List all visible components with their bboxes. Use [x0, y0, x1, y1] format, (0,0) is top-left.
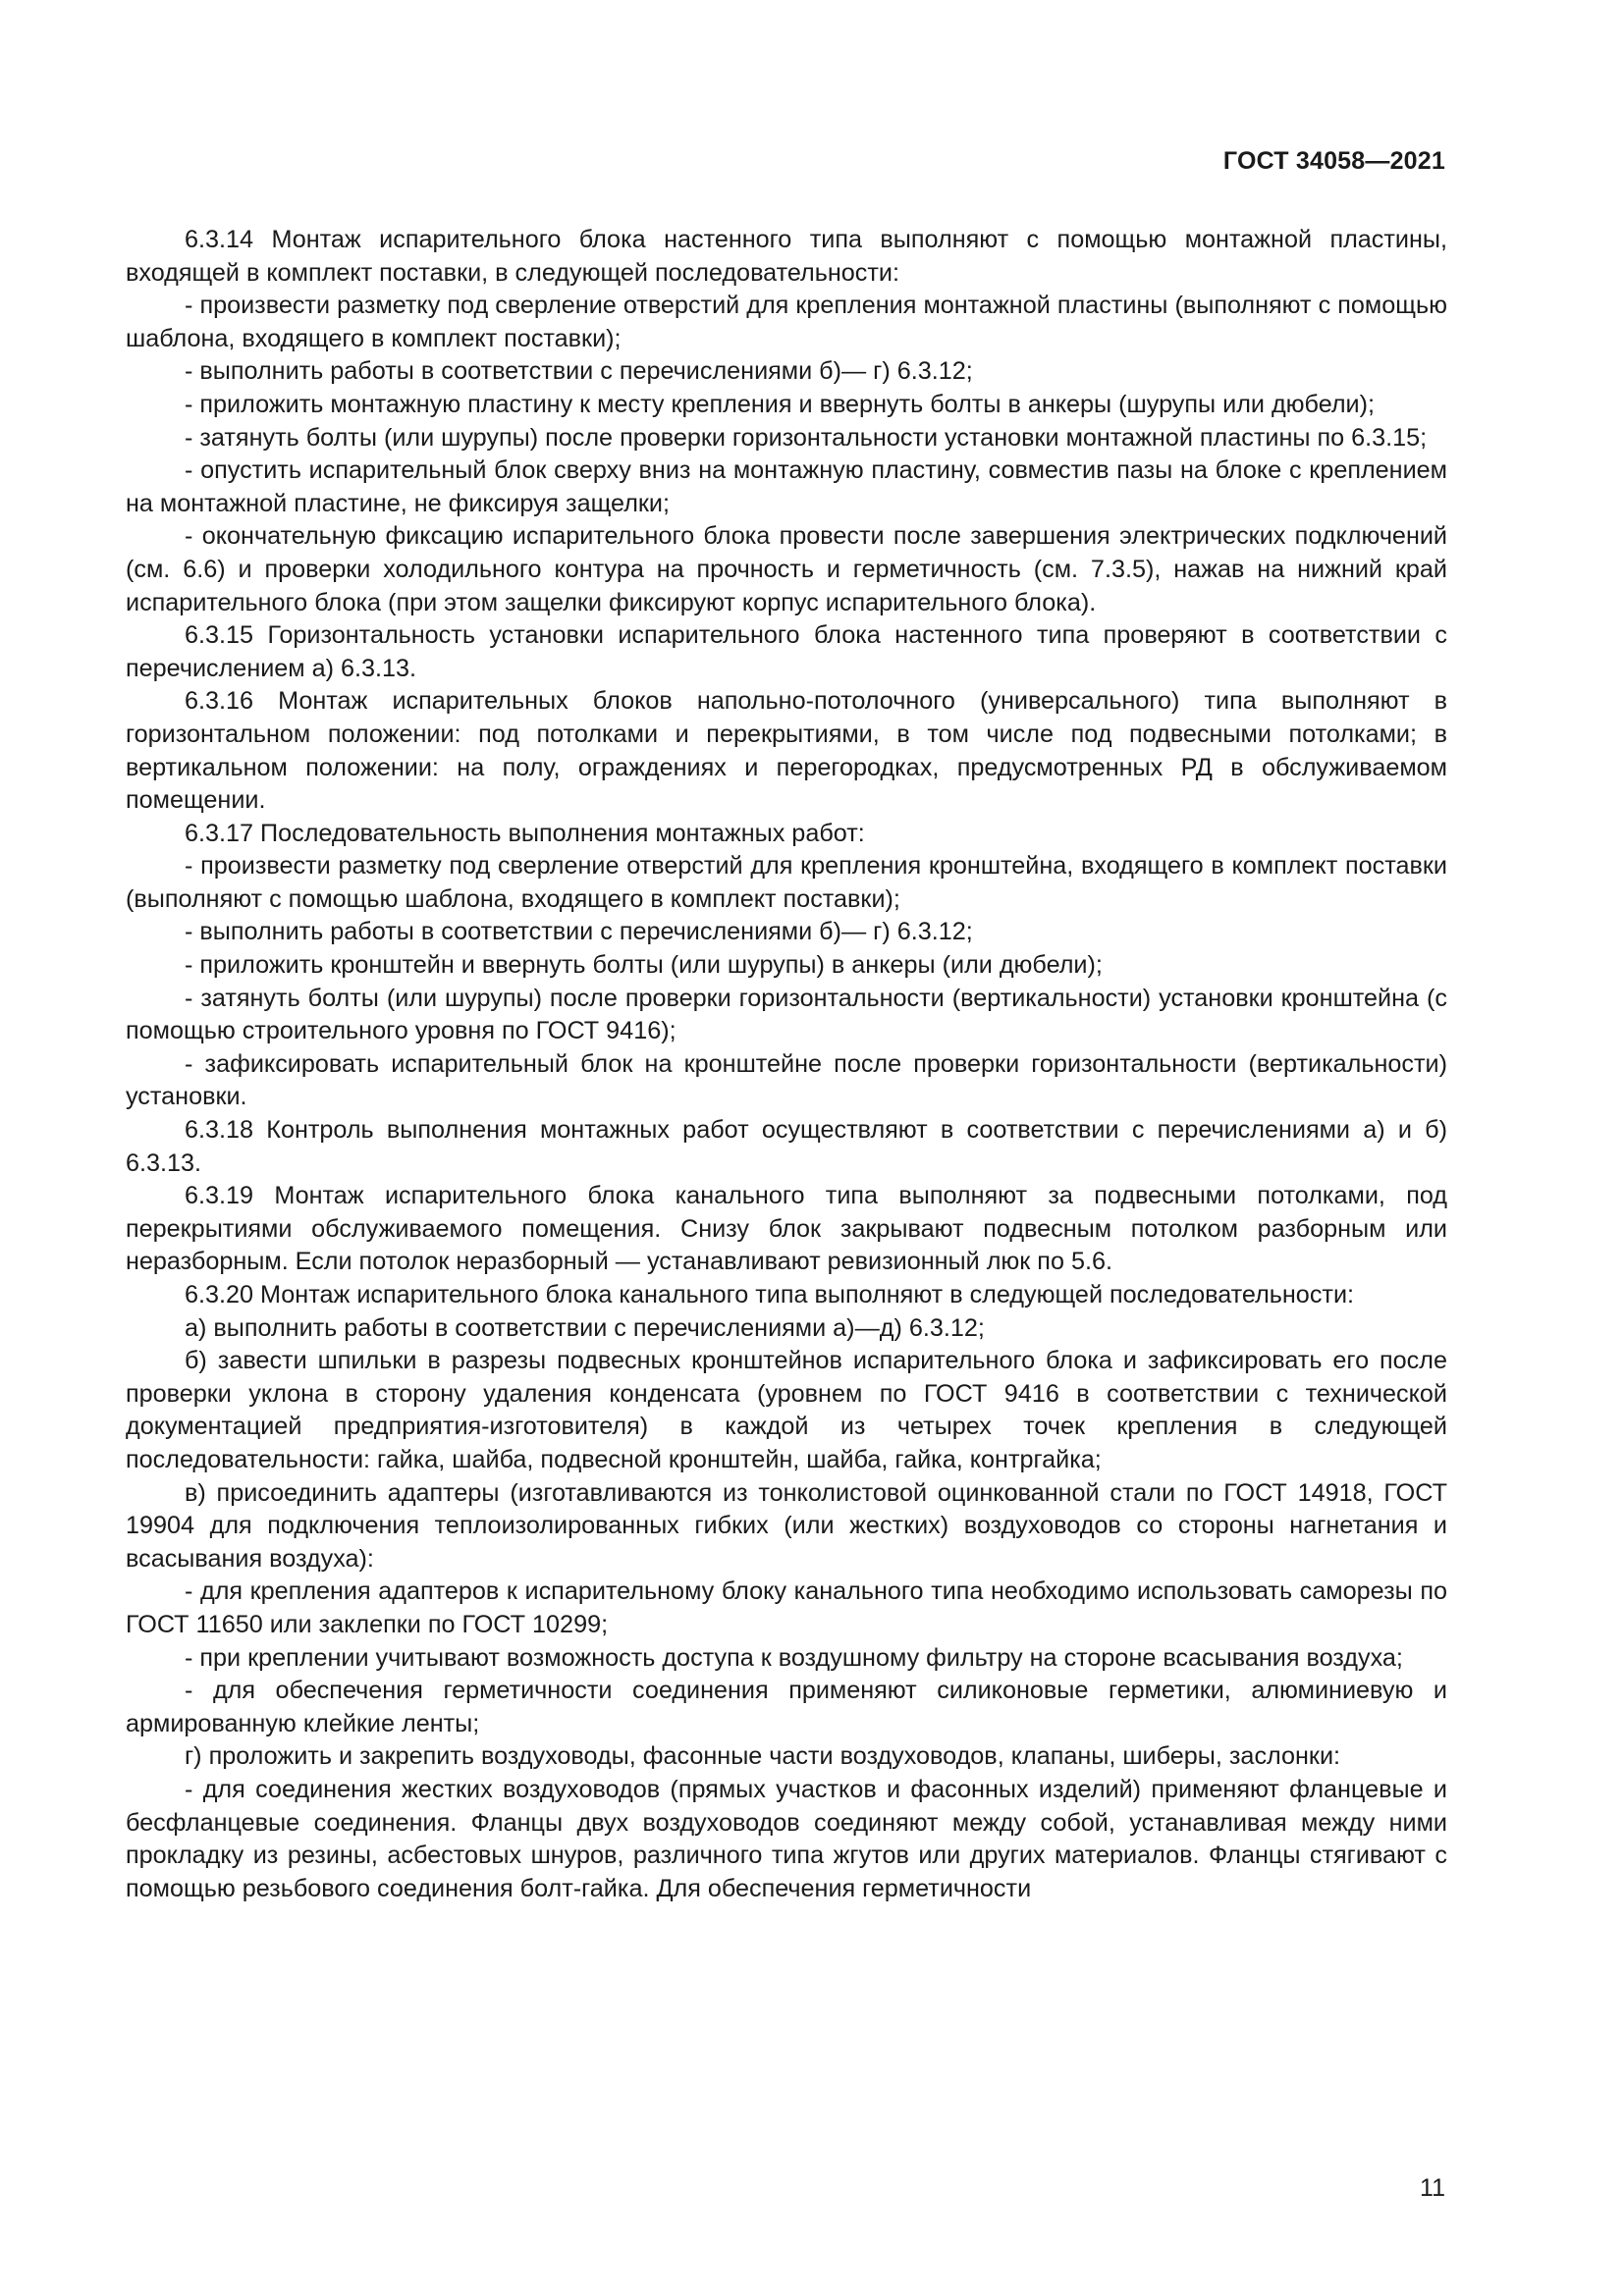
paragraph: - опустить испарительный блок сверху вниз на монтажную пластину, совместив пазы на блоке с креплением на монтажной пластине, не фиксируя защелки;: [126, 456, 1447, 517]
paragraph: а) выполнить работы в соответствии с перечислениями а)—д) 6.3.12;: [185, 1313, 985, 1342]
document-body: [126, 224, 1447, 1905]
paragraph: 6.3.20 Монтаж испарительного блока канального типа выполняют в следующей последовательности:: [185, 1281, 1355, 1308]
paragraph: г) проложить и закрепить воздуховоды, фасонные части воздуховодов, клапаны, шиберы, заслонки:: [185, 1742, 1341, 1771]
page-number: 11: [1420, 2174, 1445, 2202]
paragraph: в) присоединить адаптеры (изготавливаются из тонколистовой оцинкованной стали по ГОСТ 14918, ГОСТ 19904 для подключения теплоизолированных гибких (или жестких) воздуховодов со стороны нагнетания и всасывания воздуха):: [126, 1478, 1447, 1573]
paragraph: - для крепления адаптеров к испарительному блоку канального типа необходимо использовать саморезы по ГОСТ 11650 или заклепки по ГОСТ 10299;: [126, 1577, 1447, 1638]
document-header: ГОСТ 34058—2021: [1222, 147, 1445, 175]
paragraph: - произвести разметку под сверление отверстий для крепления кронштейна, входящего в комплект поставки (выполняют с помощью шаблона, входящего в комплект поставки);: [126, 852, 1447, 913]
paragraph: - зафиксировать испарительный блок на кронштейне после проверки горизонтальности (вертикальности) установки.: [126, 1049, 1447, 1111]
paragraph: - приложить монтажную пластину к месту крепления и ввернуть болты в анкеры (шурупы или дюбели);: [185, 390, 1376, 418]
paragraph: 6.3.14 Монтаж испарительного блока настенного типа выполняют с помощью монтажной пластины, входящей в комплект поставки, в следующей последовательности:: [126, 226, 1447, 287]
paragraph: б) завести шпильки в разрезы подвесных кронштейнов испарительного блока и зафиксировать его после проверки уклона в сторону удаления конденсата (уровнем по ГОСТ 9416 в соответствии с технической документацией предприятия-изготовителя) в каждой из четырех точек крепления в следующей последовательности: гайка, шайба, подвесной кронштейн, шайба, гайка, контргайка;: [126, 1347, 1447, 1473]
paragraph: 6.3.18 Контроль выполнения монтажных работ осуществляют в соответствии с перечислениями а) и б) 6.3.13.: [126, 1116, 1447, 1177]
paragraph: - при креплении учитывают возможность доступа к воздушному фильтру на стороне всасывания воздуха;: [185, 1643, 1403, 1672]
paragraph: - выполнить работы в соответствии с перечислениями б)— г) 6.3.12;: [185, 918, 973, 946]
paragraph: - произвести разметку под сверление отверстий для крепления монтажной пластины (выполняют с помощью шаблона, входящего в комплект поставки);: [126, 292, 1447, 352]
paragraph: - выполнить работы в соответствии с перечислениями б)— г) 6.3.12;: [185, 357, 973, 386]
paragraph: - приложить кронштейн и ввернуть болты (или шурупы) в анкеры (или дюбели);: [185, 951, 1103, 980]
paragraph: - затянуть болты (или шурупы) после проверки горизонтальности (вертикальности) установки кронштейна (с помощью строительного уровня по ГОСТ 9416);: [126, 984, 1447, 1045]
paragraph: 6.3.15 Горизонтальность установки испарительного блока настенного типа проверяют в соответствии с перечислением а) 6.3.13.: [126, 621, 1447, 682]
paragraph: 6.3.16 Монтаж испарительных блоков напольно-потолочного (универсального) типа выполняют в горизонтальном положении: под потолками и перекрытиями, в том числе под подвесными потолками; в вертикальном положении: на полу, ограждениях и перегородках, предусмотренных РД в обслуживаемом помещении.: [126, 687, 1447, 815]
paragraph: - затянуть болты (или шурупы) после проверки горизонтальности установки монтажной пластины по 6.3.15;: [185, 423, 1428, 452]
paragraph: - окончательную фиксацию испарительного блока провести после завершения электрических подключений (см. 6.6) и проверки холодильного контура на прочность и герметичность (см. 7.3.5), нажав на нижний край испарительного блока (при этом защелки фиксируют корпус испарительного блока).: [126, 522, 1447, 616]
paragraph: - для соединения жестких воздуховодов (прямых участков и фасонных изделий) применяют фланцевые и бесфланцевые соединения. Фланцы двух воздуховодов соединяют между собой, устанавливая между ними прокладку из резины, асбестовых шнуров, различного типа жгутов или других материалов. Фланцы стягивают с помощью резьбового соединения болт-гайка. Для обеспечения герметичности: [126, 1775, 1447, 1902]
paragraph: 6.3.19 Монтаж испарительного блока канального типа выполняют за подвесными потолками, под перекрытиями обслуживаемого помещения. Снизу блок закрывают подвесным потолком разборным или неразборным. Если потолок неразборный — устанавливают ревизионный люк по 5.6.: [126, 1182, 1447, 1276]
paragraph: - для обеспечения герметичности соединения применяют силиконовые герметики, алюминиевую и армированную клейкие ленты;: [126, 1677, 1447, 1737]
paragraph: 6.3.17 Последовательность выполнения монтажных работ:: [185, 819, 865, 847]
